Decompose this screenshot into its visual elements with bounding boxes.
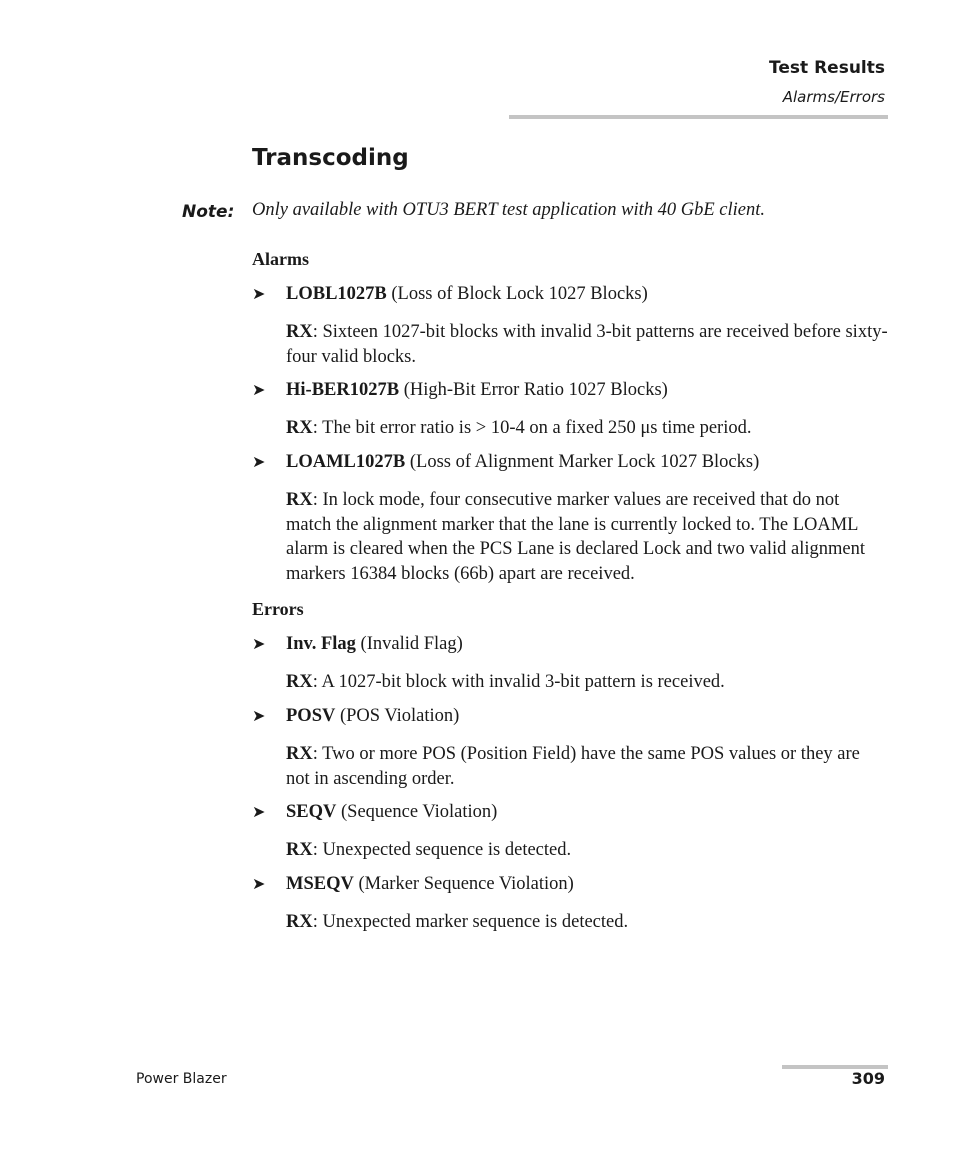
error-rx-text: RX: Two or more POS (Position Field) have the same POS values or they are not in ascending order. — [286, 744, 860, 789]
rx-label: RX — [286, 418, 313, 438]
errors-heading: Errors — [252, 599, 304, 619]
error-name: POSV — [286, 706, 336, 726]
alarm-name: LOAML1027B — [286, 452, 406, 472]
section-title: Transcoding — [252, 145, 409, 171]
rx-label: RX — [286, 672, 313, 692]
alarm-name: Hi-BER1027B — [286, 380, 400, 400]
note-label: Note: — [182, 202, 235, 222]
bullet-arrow-icon: ➤ — [252, 286, 266, 303]
error-desc: (Marker Sequence Violation) — [358, 874, 574, 894]
alarm-item — [252, 452, 759, 473]
alarm-item — [252, 284, 648, 305]
alarms-heading: Alarms — [252, 249, 309, 269]
error-rx-text: RX: A 1027-bit block with invalid 3-bit pattern is received. — [286, 672, 725, 692]
bullet-arrow-icon: ➤ — [252, 382, 266, 399]
note-text: Only available with OTU3 BERT test application with 40 GbE client. — [252, 200, 765, 220]
bullet-arrow-icon: ➤ — [252, 708, 266, 725]
bullet-arrow-icon: ➤ — [252, 454, 266, 471]
error-name: SEQV — [286, 802, 337, 822]
error-item — [252, 874, 574, 895]
header-title: Test Results — [769, 58, 885, 78]
alarm-rx-text: RX: The bit error ratio is > 10-4 on a fixed 250 μs time period. — [286, 418, 752, 438]
rx-label: RX — [286, 490, 313, 510]
alarm-rx-text: RX: In lock mode, four consecutive marker values are received that do not match the alignment marker that the lane is currently locked to. The LOAML alarm is cleared when the PCS Lane is declared Lock and two valid alignment markers 16384 blocks (66b) apart are received. — [286, 490, 865, 584]
error-desc: (Sequence Violation) — [341, 802, 498, 822]
alarm-rx-text: RX: Sixteen 1027-bit blocks with invalid 3-bit patterns are received before sixty-four valid blocks. — [286, 322, 888, 367]
error-item — [252, 706, 459, 727]
error-item — [252, 634, 463, 655]
rx-label: RX — [286, 912, 313, 932]
alarm-desc: (High-Bit Error Ratio 1027 Blocks) — [403, 380, 668, 400]
rx-label: RX — [286, 840, 313, 860]
error-name: MSEQV — [286, 874, 354, 894]
error-rx-text: RX: Unexpected sequence is detected. — [286, 840, 572, 860]
header-subtitle: Alarms/Errors — [782, 88, 885, 106]
error-name: Inv. Flag — [286, 634, 356, 654]
bullet-arrow-icon: ➤ — [252, 636, 266, 653]
error-desc: (POS Violation) — [339, 706, 460, 726]
footer-product: Power Blazer — [136, 1071, 227, 1087]
error-desc: (Invalid Flag) — [360, 634, 463, 654]
alarm-desc: (Loss of Alignment Marker Lock 1027 Blocks) — [409, 452, 760, 472]
alarm-desc: (Loss of Block Lock 1027 Blocks) — [391, 284, 648, 304]
alarm-item — [252, 380, 668, 401]
error-item — [252, 802, 497, 823]
rx-label: RX — [286, 322, 313, 342]
rx-label: RX — [286, 744, 313, 764]
bullet-arrow-icon: ➤ — [252, 804, 266, 821]
error-rx-text: RX: Unexpected marker sequence is detected. — [286, 912, 629, 932]
page-number: 309 — [851, 1069, 885, 1088]
bullet-arrow-icon: ➤ — [252, 876, 266, 893]
alarm-name: LOBL1027B — [286, 284, 387, 304]
header-rule — [509, 115, 888, 119]
